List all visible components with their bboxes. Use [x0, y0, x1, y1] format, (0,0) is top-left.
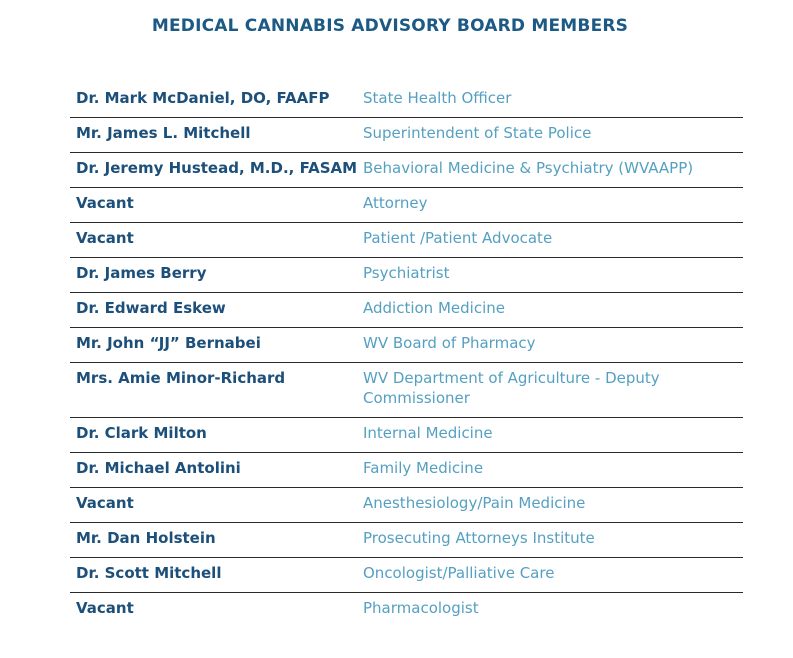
table-row — [70, 153, 743, 188]
member-role: Behavioral Medicine & Psychiatry (WVAAPP) — [363, 153, 743, 188]
table-row — [70, 328, 743, 363]
member-name: Vacant — [70, 188, 363, 223]
member-role: Anesthesiology/Pain Medicine — [363, 488, 743, 523]
member-role: Patient /Patient Advocate — [363, 223, 743, 258]
member-role: Attorney — [363, 188, 743, 223]
member-name: Vacant — [76, 599, 134, 617]
table-row — [70, 293, 743, 328]
table-row — [70, 223, 743, 258]
table-row — [70, 188, 743, 223]
member-role: WV Department of Agriculture - Deputy Commissioner — [363, 363, 743, 418]
page-title: MEDICAL CANNABIS ADVISORY BOARD MEMBERS — [151, 16, 629, 36]
table-row — [70, 83, 743, 118]
board-members-table — [70, 83, 743, 627]
table-row — [70, 363, 743, 418]
member-role: Family Medicine — [363, 453, 743, 488]
table-row — [70, 558, 743, 593]
member-role: Addiction Medicine — [363, 293, 743, 328]
member-role: Internal Medicine — [363, 418, 743, 453]
member-name: Dr. Mark McDaniel, DO, FAAFP — [70, 83, 363, 118]
table-row — [70, 453, 743, 488]
member-name: Vacant — [70, 223, 363, 258]
member-name: Dr. Michael Antolini — [70, 453, 363, 488]
member-name: Dr. Edward Eskew — [70, 293, 363, 328]
table-row — [70, 488, 743, 523]
member-name: Vacant — [70, 488, 363, 523]
table-row — [70, 523, 743, 558]
member-name: Dr. James Berry — [70, 258, 363, 293]
member-name: Mr. Dan Holstein — [70, 523, 363, 558]
member-name: Mr. James L. Mitchell — [70, 118, 363, 153]
member-role: Pharmacologist — [363, 599, 479, 617]
member-role: Oncologist/Palliative Care — [363, 558, 743, 593]
table-row — [70, 593, 743, 628]
table-row — [70, 258, 743, 293]
member-name: Mrs. Amie Minor-Richard — [70, 363, 363, 418]
member-role: State Health Officer — [363, 83, 743, 118]
member-name: Dr. Scott Mitchell — [70, 558, 363, 593]
member-role: Prosecuting Attorneys Institute — [363, 523, 743, 558]
table-row — [70, 418, 743, 453]
member-role: Superintendent of State Police — [363, 118, 743, 153]
member-name: Dr. Clark Milton — [70, 418, 363, 453]
member-name: Mr. John “JJ” Bernabei — [70, 328, 363, 363]
table-row — [70, 118, 743, 153]
member-name: Dr. Jeremy Hustead, M.D., FASAM — [70, 153, 363, 188]
member-role: WV Board of Pharmacy — [363, 328, 743, 363]
member-role: Psychiatrist — [363, 258, 743, 293]
